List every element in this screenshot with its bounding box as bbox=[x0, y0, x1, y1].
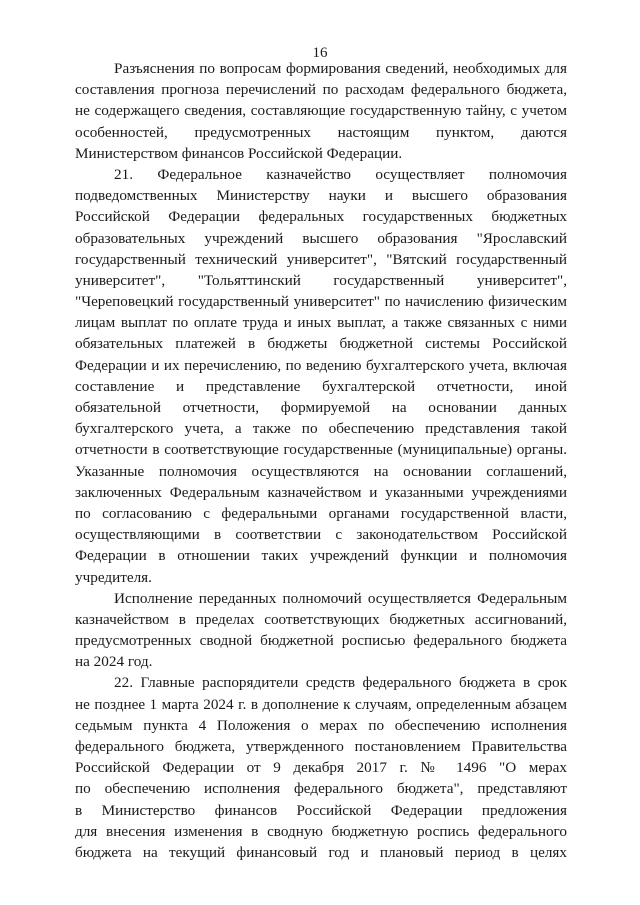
text-line: Федерации и их перечислению, по ведению бухгалтерского учета, включая bbox=[75, 356, 567, 374]
text-line: Исполнение переданных полномочий осуществляется Федеральным bbox=[114, 589, 567, 607]
text-line: государственный технический университет", "Вятский государственный bbox=[75, 250, 567, 268]
text-line: по обеспечению исполнения федерального бюджета", представляют bbox=[75, 780, 567, 798]
text-line: подведомственных Министерству науки и высшего образования bbox=[75, 187, 567, 205]
text-line: 22. Главные распорядители средств федерального бюджета в срок bbox=[114, 674, 567, 692]
text-line: Российской Федерации от 9 декабря 2017 г. № 1496 "О мерах bbox=[75, 759, 567, 777]
text-line: казначейством в пределах соответствующих бюджетных ассигнований, bbox=[75, 610, 567, 628]
text-line: университет", "Тольяттинский государственный университет", bbox=[75, 271, 567, 289]
document-body bbox=[75, 58, 567, 863]
text-line: не позднее 1 марта 2024 г. в дополнение к случаям, определенным абзацем bbox=[75, 695, 567, 713]
text-line: обязательной отчетности, формируемой на основании данных bbox=[75, 399, 567, 416]
text-line: заключенных Федеральным казначейством и указанными учреждениями bbox=[75, 483, 567, 501]
text-line: в Министерство финансов Российской Федерации предложения bbox=[75, 801, 567, 819]
text-line: предусмотренных сводной бюджетной росписью федерального бюджета bbox=[75, 632, 567, 650]
text-line: "Череповецкий государственный университет" по начислению физическим bbox=[75, 293, 567, 311]
text-line: федерального бюджета, утвержденного постановлением Правительства bbox=[75, 738, 567, 755]
text-line: Министерством финансов Российской Федерации. bbox=[75, 144, 403, 162]
text-line: составление и представление бухгалтерской отчетности, иной bbox=[75, 377, 567, 395]
text-line: особенностей, предусмотренных настоящим пунктом, даются bbox=[75, 123, 567, 141]
text-line: для внесения изменения в сводную бюджетную роспись федерального bbox=[75, 822, 567, 840]
text-line: не содержащего сведения, составляющие государственную тайну, с учетом bbox=[75, 102, 567, 120]
text-line: на 2024 год. bbox=[75, 653, 153, 671]
text-line: седьмым пункта 4 Положения о мерах по обеспечению исполнения bbox=[75, 716, 567, 734]
text-line: бюджета на текущий финансовый год и плановый период в целях bbox=[75, 843, 567, 861]
text-line: Разъяснения по вопросам формирования сведений, необходимых для bbox=[114, 60, 567, 77]
text-line: отчетности в соответствующие государственные (муниципальные) органы. bbox=[75, 441, 567, 459]
text-line: составления прогноза перечислений по расходам федерального бюджета, bbox=[75, 81, 567, 99]
text-line: обязательных платежей в бюджеты бюджетной системы Российской bbox=[75, 335, 567, 353]
text-line: 21. Федеральное казначейство осуществляет полномочия bbox=[114, 165, 567, 183]
text-line: по согласованию с федеральными органами государственной власти, bbox=[75, 504, 567, 522]
text-line: бухгалтерского учета, а также по обеспечению представления такой bbox=[75, 420, 567, 438]
text-line: учредителя. bbox=[75, 568, 152, 586]
page-number: 16 bbox=[312, 45, 328, 61]
text-line: осуществляющими в соответствии с законодательством Российской bbox=[75, 526, 567, 544]
text-line: Федерации в отношении таких учреждений функции и полномочия bbox=[75, 547, 567, 565]
text-line: Российской Федерации федеральных государственных бюджетных bbox=[75, 208, 567, 226]
text-line: лицам выплат по оплате труда и иных выплат, а также связанных с ними bbox=[75, 314, 567, 332]
text-line: образовательных учреждений высшего образования "Ярославский bbox=[75, 229, 567, 247]
text-line: Указанные полномочия осуществляются на основании соглашений, bbox=[75, 462, 567, 480]
